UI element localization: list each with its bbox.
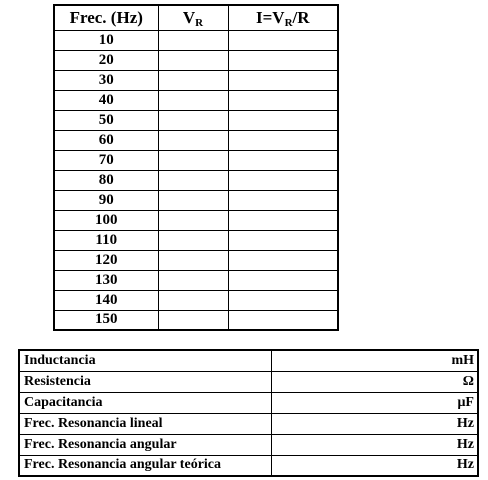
frequency-value: 110 [54, 230, 158, 250]
parameter-label: Frec. Resonancia lineal [19, 413, 271, 434]
voltage-cell[interactable] [158, 310, 228, 330]
current-cell[interactable] [228, 30, 338, 50]
table-row [54, 290, 338, 310]
table-row [54, 50, 338, 70]
frequency-value: 70 [54, 150, 158, 170]
voltage-cell[interactable] [158, 50, 228, 70]
frequency-value: 80 [54, 170, 158, 190]
table-row [19, 350, 478, 371]
frequency-value: 140 [54, 290, 158, 310]
current-cell[interactable] [228, 110, 338, 130]
table-row [54, 250, 338, 270]
frequency-value: 130 [54, 270, 158, 290]
header-current: $I=V_R/R$ [228, 5, 338, 30]
frequency-value: 90 [54, 190, 158, 210]
parameters-table [18, 349, 479, 477]
frequency-table [53, 4, 339, 331]
current-cell[interactable] [228, 250, 338, 270]
voltage-cell[interactable] [158, 190, 228, 210]
frequency-value: 20 [54, 50, 158, 70]
table-row [54, 130, 338, 150]
parameter-label: Frec. Resonancia angular [19, 434, 271, 455]
table-row [54, 70, 338, 90]
voltage-cell[interactable] [158, 30, 228, 50]
voltage-cell[interactable] [158, 230, 228, 250]
table-row [54, 90, 338, 110]
current-cell[interactable] [228, 290, 338, 310]
parameter-unit[interactable]: Hz [271, 413, 478, 434]
table-row [54, 150, 338, 170]
table-row [54, 170, 338, 190]
current-cell[interactable] [228, 170, 338, 190]
table-row [54, 230, 338, 250]
frequency-value: 40 [54, 90, 158, 110]
table-row [19, 371, 478, 392]
voltage-cell[interactable] [158, 210, 228, 230]
table-row [19, 392, 478, 413]
parameter-unit[interactable]: mH [271, 350, 478, 371]
voltage-cell[interactable] [158, 290, 228, 310]
header-frequency: Frec. (Hz) [54, 5, 158, 30]
voltage-cell[interactable] [158, 90, 228, 110]
frequency-value: 100 [54, 210, 158, 230]
voltage-cell[interactable] [158, 130, 228, 150]
parameter-unit[interactable]: Hz [271, 434, 478, 455]
current-cell[interactable] [228, 130, 338, 150]
parameter-unit[interactable]: Hz [271, 455, 478, 476]
table-row [54, 190, 338, 210]
parameter-label: Frec. Resonancia angular teórica [19, 455, 271, 476]
current-cell[interactable] [228, 190, 338, 210]
table-row [54, 270, 338, 290]
voltage-cell[interactable] [158, 270, 228, 290]
frequency-value: 150 [54, 310, 158, 330]
current-cell[interactable] [228, 150, 338, 170]
frequency-value: 10 [54, 30, 158, 50]
voltage-cell[interactable] [158, 70, 228, 90]
current-cell[interactable] [228, 210, 338, 230]
parameter-unit[interactable]: Ω [271, 371, 478, 392]
current-cell[interactable] [228, 90, 338, 110]
table-row [19, 455, 478, 476]
table-row [19, 413, 478, 434]
frequency-value: 30 [54, 70, 158, 90]
current-cell[interactable] [228, 50, 338, 70]
current-cell[interactable] [228, 270, 338, 290]
table-row [54, 310, 338, 330]
voltage-cell[interactable] [158, 110, 228, 130]
frequency-value: 60 [54, 130, 158, 150]
parameter-label: Resistencia [19, 371, 271, 392]
current-cell[interactable] [228, 310, 338, 330]
current-cell[interactable] [228, 230, 338, 250]
frequency-value: 50 [54, 110, 158, 130]
voltage-cell[interactable] [158, 150, 228, 170]
voltage-cell[interactable] [158, 170, 228, 190]
parameter-label: Inductancia [19, 350, 271, 371]
voltage-cell[interactable] [158, 250, 228, 270]
frequency-value: 120 [54, 250, 158, 270]
table-row [54, 30, 338, 50]
table-row [54, 110, 338, 130]
parameter-unit[interactable]: μF [271, 392, 478, 413]
header-voltage-r: $V_R$ [158, 5, 228, 30]
parameter-label: Capacitancia [19, 392, 271, 413]
current-cell[interactable] [228, 70, 338, 90]
table-row [54, 210, 338, 230]
table-row [19, 434, 478, 455]
frequency-table-header-row [54, 5, 338, 30]
